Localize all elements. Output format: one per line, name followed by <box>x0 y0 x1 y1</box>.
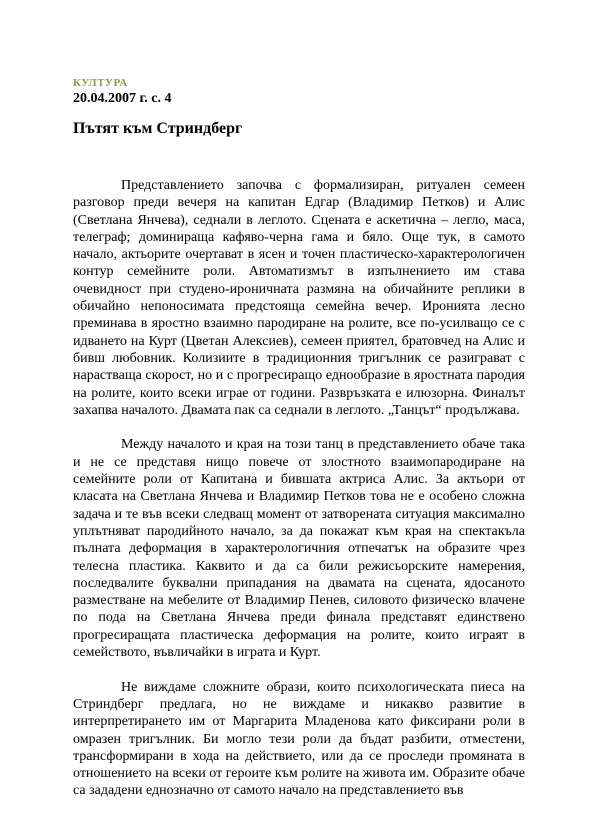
section-label: КУЛТУРА <box>73 77 128 89</box>
issue-date-page: 20.04.2007 г. с. 4 <box>73 91 172 106</box>
paragraph-2: Между началото и края на този танц в представлението обаче така и не се представя нищо повече от злостното взаимопародиране на семейните роли от Капитана и бившата актриса Алис. За актьори от класата на Светлана Янчева и Владимир Петков това не е особено сложна задача и те във всеки следващ момент от затворената ситуация максимално уплътняват пародийното начало, за да покажат към края на спектакъла пълната деформация в характерологичния отпечатък на образите чрез телесна пластика. Каквито и да са били режисьорските намерения, последвалите буквални припадания на двамата на сцената, ядосаното разместване на мебелите от Владимир Пенев, силовото физическо влачене по пода на Светлана Янчева преди финала представят единствено прогресиращата пластическа деформация на ролите, които играят в семейството, въвличайки в играта и Курт. <box>73 437 525 661</box>
article-title: Пътят към Стриндберг <box>73 120 243 137</box>
article-body <box>73 177 525 817</box>
paragraph-1: Представлението започва с формализиран, ритуален семеен разговор преди вечеря на капитан Едгар (Владимир Петков) и Алис (Светлана Янчева), седнали в леглото. Сцената е аскетична – легло, маса, телеграф; доминираща кафяво-черна гама и бяло. Още тук, в самото начало, актьорите очертават в ясен и точен пластическо-характерологичен контур семейните роли. Автоматизмът в изпълнението им става очевидност при студено-ироничната размяна на обичайните реплики в обичайно непоносимата предстояща семейна вечер. Иронията лесно преминава в яростно взаимно пародиране на ролите, все по-усилващо се с идването на Курт (Цветан Алексиев), семеен приятел, братовчед на Алис и бивш любовник. Колизиите в традиционния тригълник се разиграват с нарастваща скорост, но и с прогресиращо еднообразие в яростната пародия на ролите, които всеки играе от години. Развръзката е илюзорна. Финалът захапва началото. Двамата пак са седнали в леглото. „Танцът“ продължава. <box>73 178 525 418</box>
paragraph-3: Не виждаме сложните образи, които психологическата пиеса на Стриндберг предлага, но не виждаме и никакво развитие в интерпретирането им от Маргарита Младенова като фиксирани роли в омразен тригълник. Би могло тези роли да бъдат разбити, отместени, трансформирани в хода на действието, или да се проследи промяната в отношението на всеки от героите към ролите на живота им. Образите обаче са зададени еднозначно от самото начало на представлението във <box>73 679 525 799</box>
